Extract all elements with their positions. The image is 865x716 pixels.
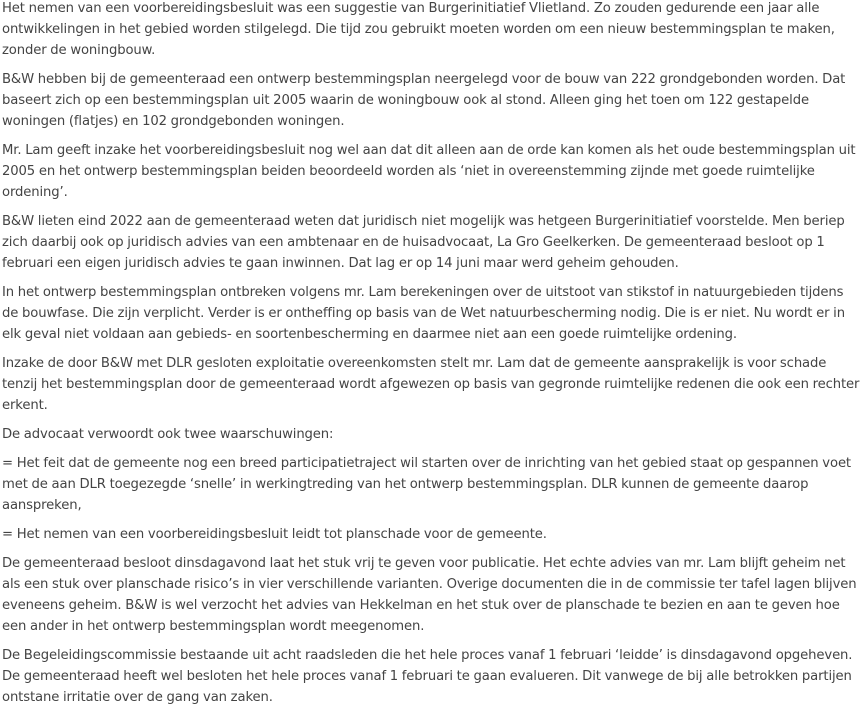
paragraph-7: De advocaat verwoordt ook twee waarschuwingen:: [2, 427, 334, 442]
paragraph-5: In het ontwerp bestemmingsplan ontbreken volgens mr. Lam berekeningen over de uitstoot van stikstof in natuurgebieden tijdens de bouwfase. Die zijn verplicht. Verder is er ontheffing op basis van de Wet natuurbescherming nodig. Die is er niet. Nu wordt er in elk geval niet voldaan aan gebieds- en soortenbescherming en daarmee niet aan een goede ruimtelijke ordening.: [2, 285, 845, 342]
paragraph-9: = Het nemen van een voorbereidingsbesluit leidt tot planschade voor de gemeente.: [2, 527, 547, 542]
paragraph-3: Mr. Lam geeft inzake het voorbereidingsbesluit nog wel aan dat dit alleen aan de orde kan komen als het oude bestemmingsplan uit 2005 en het ontwerp bestemmingsplan beiden beoordeeld worden als ‘niet in overeenstemming zijnde met goede ruimtelijke ordening’.: [2, 143, 856, 200]
paragraph-6: Inzake de door B&W met DLR gesloten exploitatie overeenkomsten stelt mr. Lam dat de gemeente aansprakelijk is voor schade tenzij het bestemmingsplan door de gemeenteraad wordt afgewezen op basis van gegronde ruimtelijke redenen die ook een rechter erkent.: [2, 356, 860, 413]
paragraph-4: B&W lieten eind 2022 aan de gemeenteraad weten dat juridisch niet mogelijk was hetgeen Burgerinitiatief voorstelde. Men beriep zich daarbij ook op juridisch advies van een ambtenaar en de huisadvocaat, La Gro Geelkerken. De gemeenteraad besloot op 1 februari een eigen juridisch advies te gaan inwinnen. Dat lag er op 14 juni maar werd geheim gehouden.: [2, 214, 845, 271]
paragraph-8: = Het feit dat de gemeente nog een breed participatietraject wil starten over de inrichting van het gebied staat op gespannen voet met de aan DLR toegezegde ‘snelle’ in werkingtreding van het ontwerp bestemmingsplan. DLR kunnen de gemeente daarop aanspreken,: [2, 456, 851, 513]
article-body: [2, 0, 862, 716]
paragraph-10: De gemeenteraad besloot dinsdagavond laat het stuk vrij te geven voor publicatie. Het echte advies van mr. Lam blijft geheim net als een stuk over planschade risico’s in vier verschillende varianten. Overige documenten die in de commissie ter tafel lagen blijven eveneens geheim. B&W is wel verzocht het advies van Hekkelman en het stuk over de planschade te bezien en aan te geven hoe een ander in het ontwerp bestemmingsplan wordt meegenomen.: [2, 556, 857, 634]
paragraph-1: Het nemen van een voorbereidingsbesluit was een suggestie van Burgerinitiatief Vlietland. Zo zouden gedurende een jaar alle ontwikkelingen in het gebied worden stilgelegd. Die tijd zou gebruikt moeten worden om een nieuw bestemmingsplan te maken, zonder de woningbouw.: [2, 1, 835, 58]
paragraph-11: De Begeleidingscommissie bestaande uit acht raadsleden die het hele proces vanaf 1 februari ‘leidde’ is dinsdagavond opgeheven. De gemeenteraad heeft wel besloten het hele proces vanaf 1 februari te gaan evalueren. Dit vanwege de bij alle betrokken partijen ontstane irritatie over de gang van zaken.: [2, 648, 853, 705]
paragraph-2: B&W hebben bij de gemeenteraad een ontwerp bestemmingsplan neergelegd voor de bouw van 222 grondgebonden worden. Dat baseert zich op een bestemmingsplan uit 2005 waarin de woningbouw ook al stond. Alleen ging het toen om 122 gestapelde woningen (flatjes) en 102 grondgebonden woningen.: [2, 72, 846, 129]
